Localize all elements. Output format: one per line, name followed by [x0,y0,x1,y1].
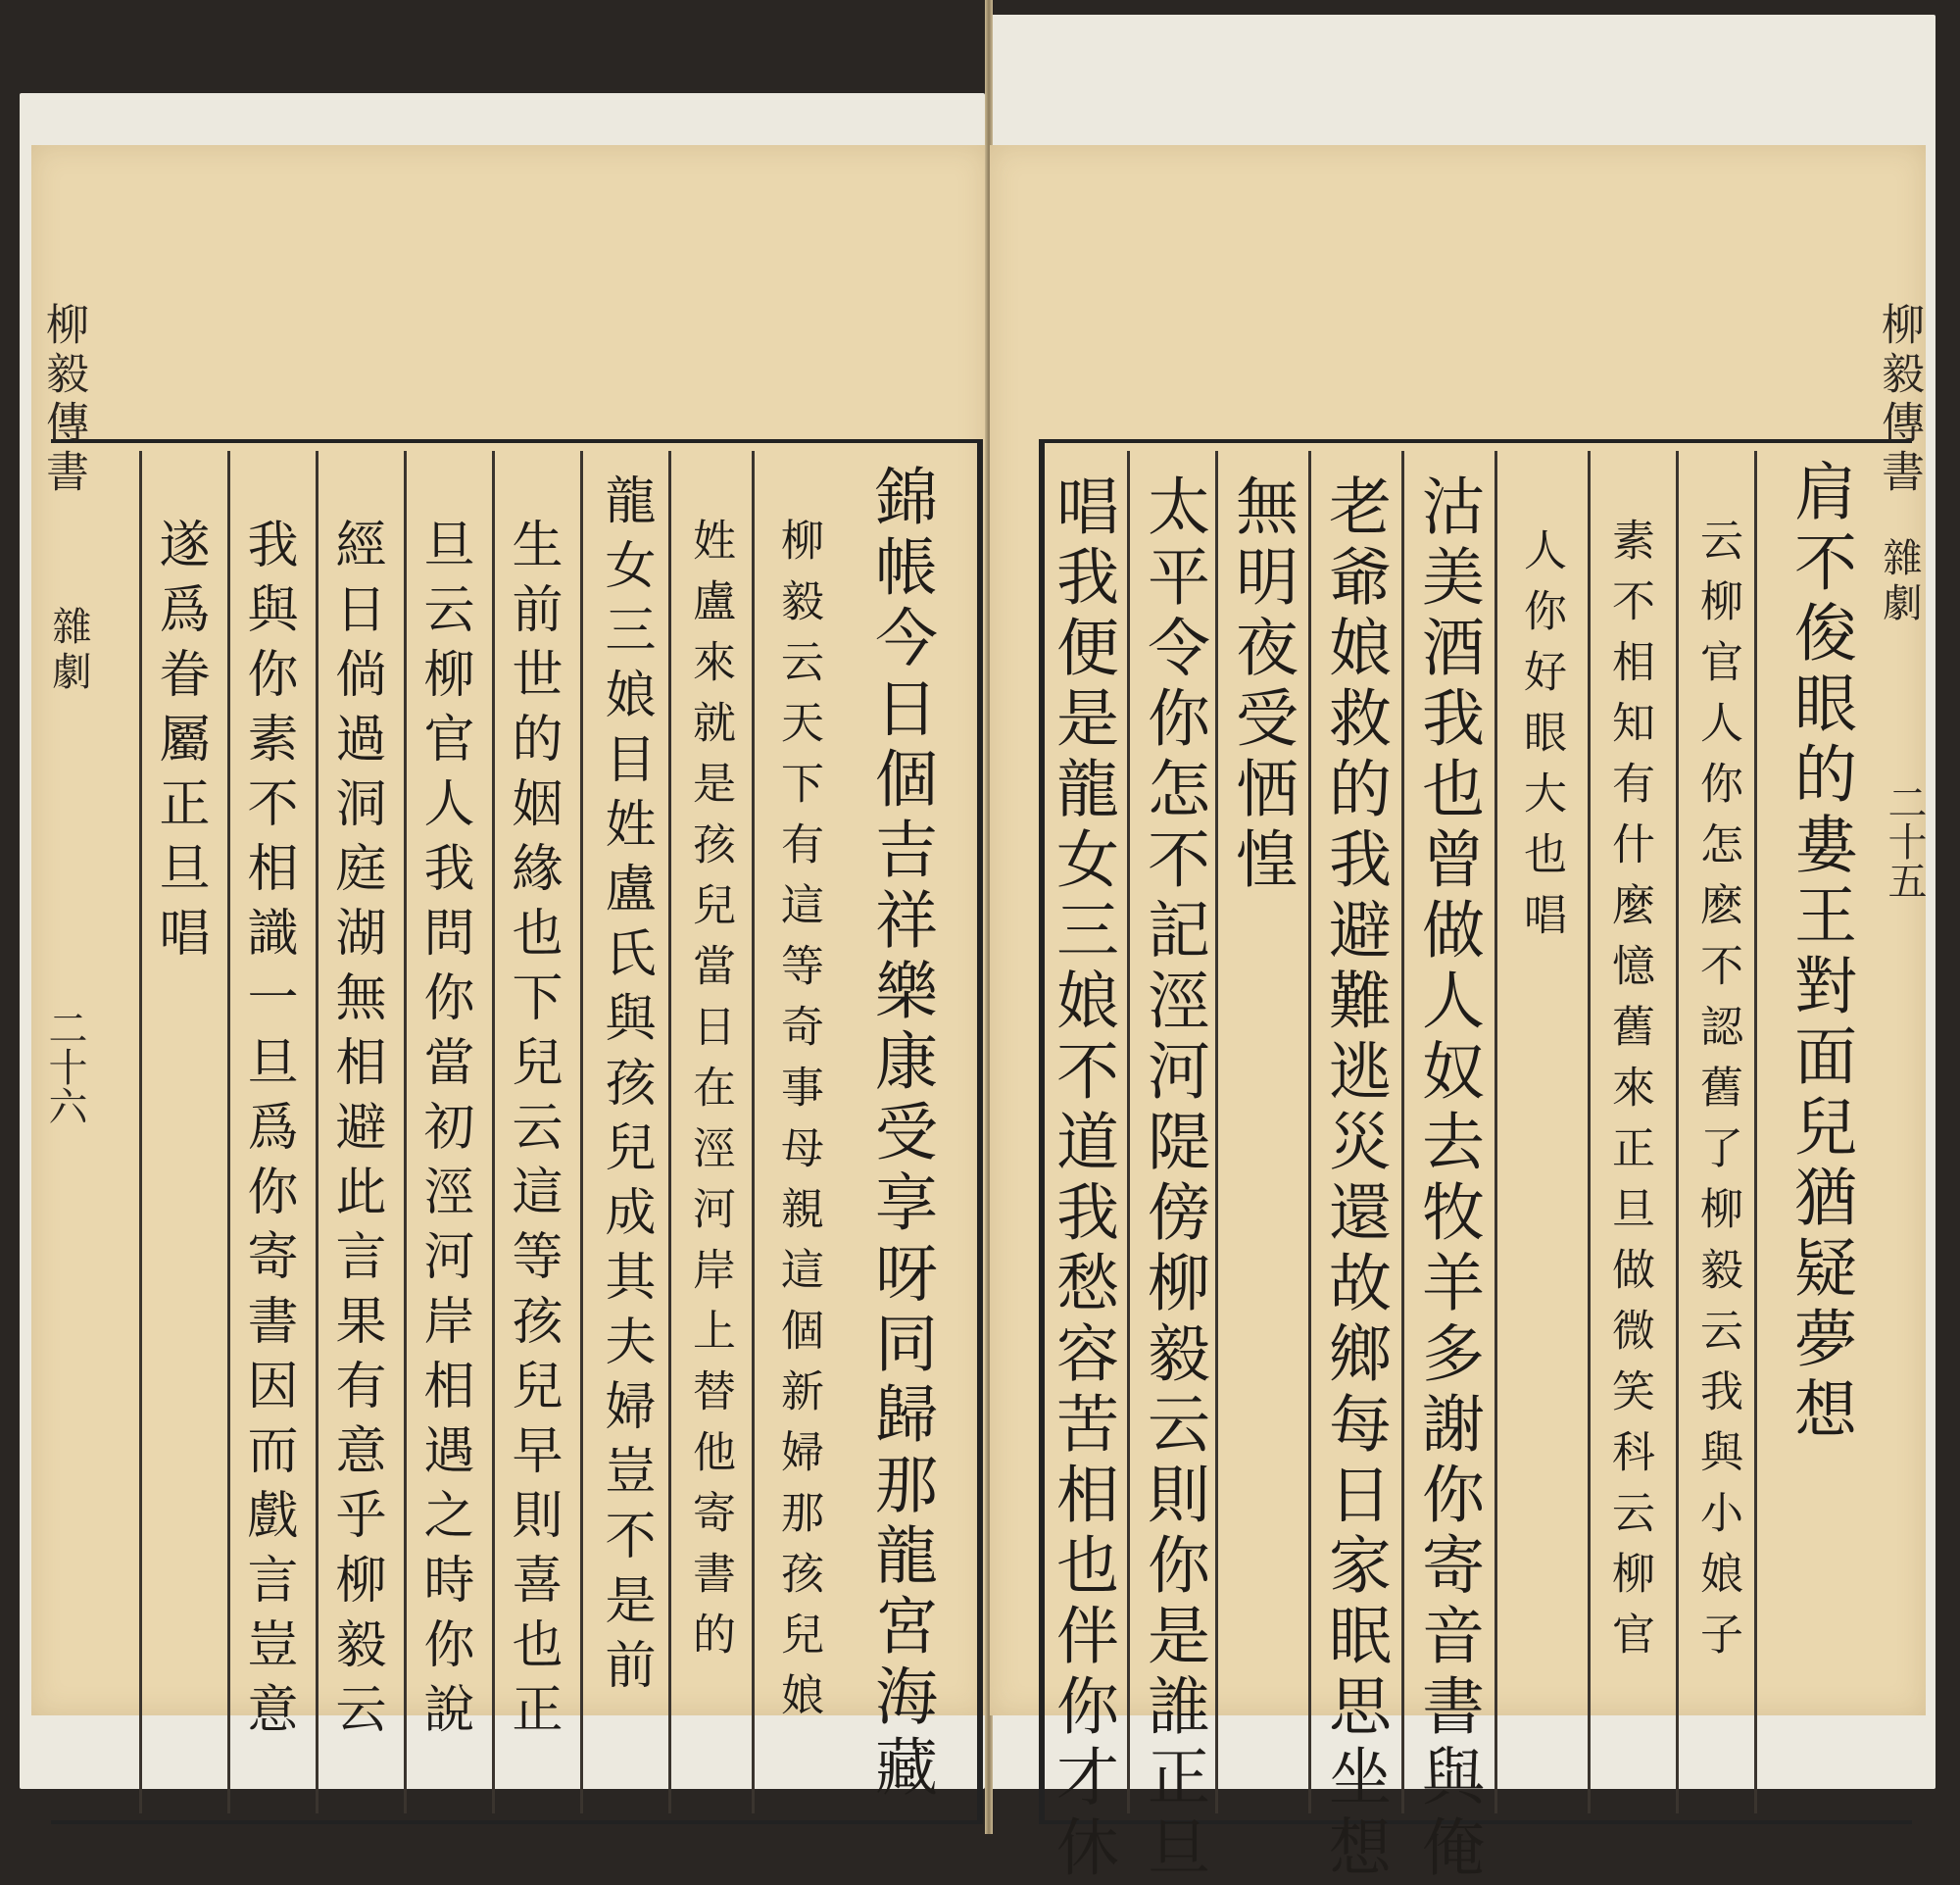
text-column: 沽美酒我也曾做人奴去牧羊多謝你寄音書與俺 [1411,473,1484,1885]
column-rule [1494,451,1497,1813]
column-rule [1215,451,1218,1813]
text-column: 太平令你怎不記涇河隄傍柳毅云則你是誰正旦 [1137,473,1209,1885]
text-column: 老爺娘救的我避難逃災還故鄉每日家眠思坐想 [1318,473,1391,1885]
text-column: 柳毅云天下有這等奇事母親這個新婦那孩兒娘 [773,518,823,1733]
column-rule [139,451,142,1813]
text-column: 生前世的姻緣也下兒云這等孩兒早則喜也正 [503,518,562,1747]
column-rule [580,451,583,1813]
left-page [31,145,987,1805]
column-rule [492,451,495,1813]
text-column: 無明夜受恓惶 [1225,473,1298,897]
right-margin-title: 柳毅傳書 [1874,302,1924,498]
right-page-number: 二十五 [1882,782,1927,900]
text-column: 姓盧來就是孩兒當日在涇河岸上替他寄書的 [685,518,735,1672]
column-rule [668,451,671,1813]
column-rule [1676,451,1679,1813]
text-column: 經日倘過洞庭湖無相避此言果有意乎柳毅云 [326,518,385,1747]
column-rule [1127,451,1130,1813]
text-column: 遂爲眷屬正旦唱 [150,518,209,970]
text-column: 我與你素不相識一旦爲你寄書因而戲言豈意 [238,518,297,1747]
right-margin-section: 雜劇 [1877,537,1922,627]
text-column: 唱我便是龍女三娘不道我愁容苦相也伴你才休 [1046,473,1118,1885]
text-column: 錦帳今日個吉祥樂康受享呀同歸那龍宮海藏 [864,464,937,1805]
column-rule [316,451,318,1813]
text-column: 旦云柳官人我問你當初涇河岸相遇之時你說 [415,518,473,1747]
column-rule [1588,451,1591,1813]
left-page-number: 二十六 [42,1008,87,1125]
text-column: 肩不俊眼的婁王對面兒猶疑夢想 [1784,459,1856,1447]
left-margin-section: 雜劇 [46,606,91,696]
column-rule [752,451,755,1813]
text-column: 人你好眼大也唱 [1516,527,1566,953]
text-column: 云柳官人你怎麽不認舊了柳毅云我與小娘子 [1692,518,1742,1672]
column-rule [404,451,407,1813]
left-margin-title: 柳毅傳書 [38,302,88,498]
column-rule [1754,451,1757,1813]
column-rule [227,451,230,1813]
column-rule [1401,451,1404,1813]
right-page [990,145,1927,1885]
column-rule [1308,451,1311,1813]
text-column: 龍女三娘目姓盧氏與孩兒成其夫婦豈不是前 [596,473,655,1703]
text-column: 素不相知有什麼憶舊來正旦做微笑科云柳官 [1604,518,1654,1672]
